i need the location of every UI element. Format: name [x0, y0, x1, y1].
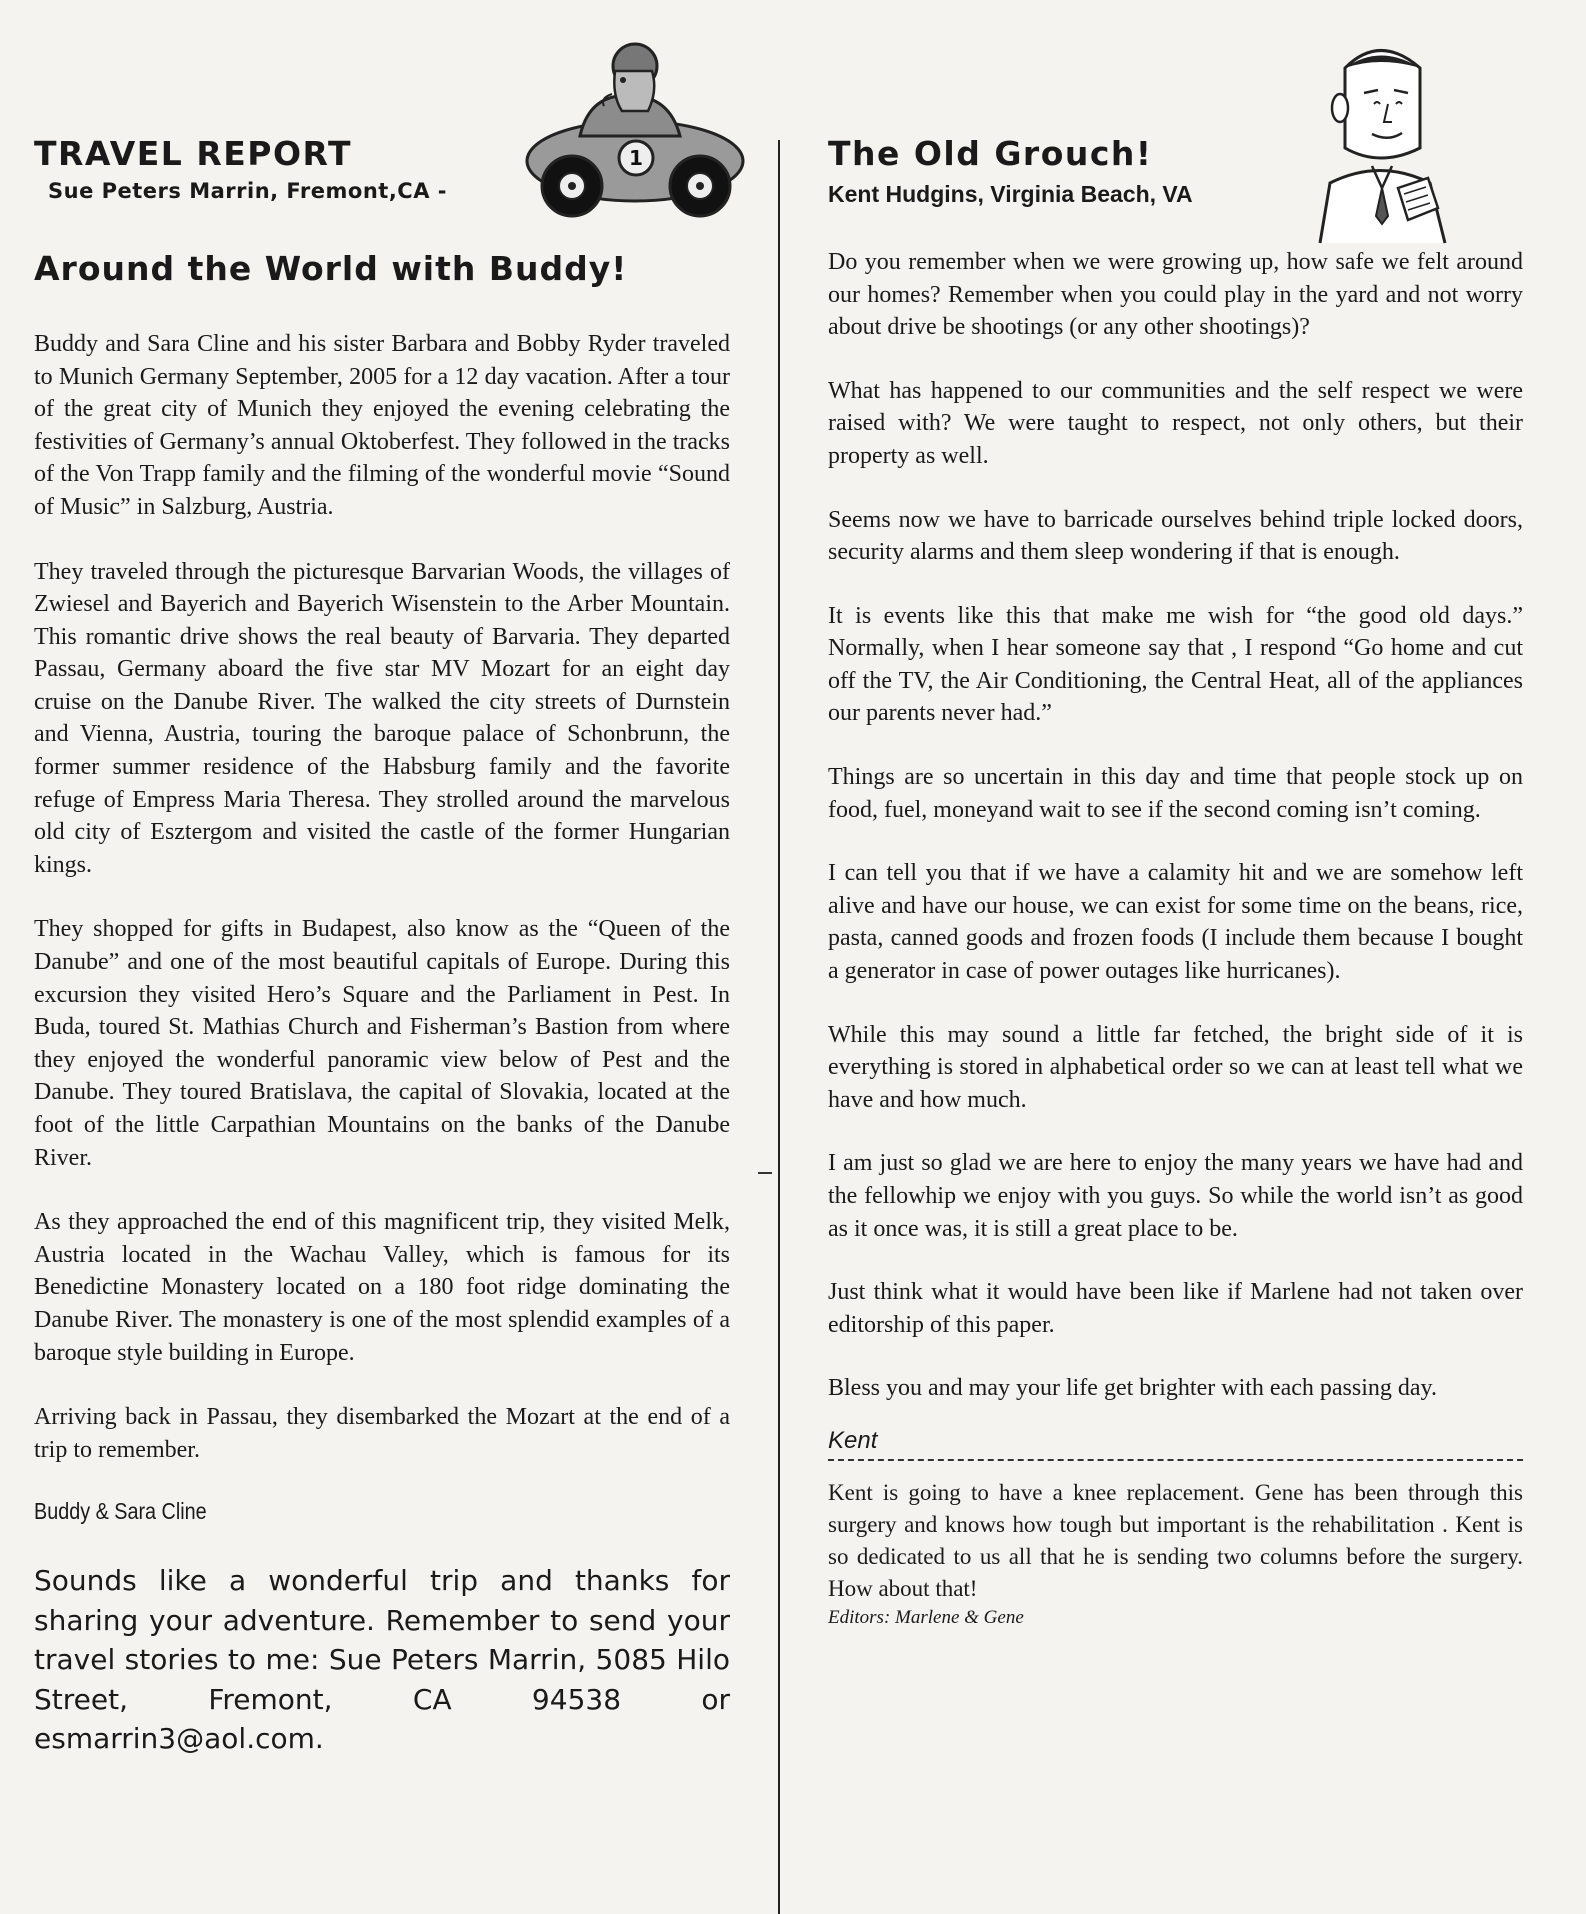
editor-note: Kent is going to have a knee replacement. Gene has been through this surgery and knows how tough but important is the rehabilitation . Kent is so dedicated to us all that he is sending two columns before the surgery. How about that! — [828, 1479, 1523, 1601]
grouch-paragraph: What has happened to our communities and the self respect we were raised with? We were taught to respect, not only others, but their property as well. — [828, 377, 1523, 469]
travel-paragraph: They shopped for gifts in Budapest, also know as the “Queen of the Danube” and one of the most beautiful capitals of Europe. During this excursion they visited Hero’s Square and the Parliament in Pest. In Buda, toured St. Mathias Church and Fisherman’s Bastion from where they enjoyed the wonderful panoramic view below of Pest and the Danube. They toured Bratislava, the capital of Slovakia, located at the foot of the little Carpathian Mountains on the banks of the Danube River. — [34, 916, 730, 1171]
grouch-paragraph: Things are so uncertain in this day and time that people stock up on food, fuel, moneyand wait to see if the second coming isn’t coming. — [828, 764, 1523, 823]
grouch-paragraph: Do you remember when we were growing up, how safe we felt around our homes? Remember when you could play in the yard and not worry about drive be shootings (or any other shootings)? — [828, 248, 1523, 341]
grouch-paragraph: While this may sound a little far fetched, the bright side of it is everything is stored in alphabetical order so we can at least tell what we have and how much. — [828, 1021, 1523, 1113]
travel-byline: Sue Peters Marrin, Fremont,CA - — [48, 178, 447, 203]
grouch-paragraph: I am just so glad we are here to enjoy the many years we have had and the fellowhip we enjoy with you guys. So while the world isn’t as good as it once was, it is still a great place to be. — [828, 1150, 1523, 1242]
old-grouch-column — [828, 135, 1523, 1629]
section-title-old-grouch: The Old Grouch! — [828, 134, 1153, 173]
travel-paragraph: As they approached the end of this magnificent trip, they visited Melk, Austria located in the Wachau Valley, which is famous for its Benedictine Monastery located on a 180 foot ridge dominating the Danube River. The monastery is one of the most splendid examples of a baroque style building in Europe. — [34, 1209, 730, 1366]
section-title-travel-report: TRAVEL REPORT — [34, 134, 352, 173]
grouch-byline: Kent Hudgins, Virginia Beach, VA — [828, 180, 1193, 207]
editors-signature: Editors: Marlene & Gene — [828, 1606, 1024, 1628]
travel-paragraph: Arriving back in Passau, they disembarked the Mozart at the end of a trip to remember. — [34, 1404, 730, 1463]
travel-signature: Buddy & Sara Cline — [34, 1498, 207, 1525]
dashed-separator — [828, 1459, 1523, 1461]
article-headline: Around the World with Buddy! — [34, 248, 628, 288]
grouch-paragraph: Just think what it would have been like if Marlene had not taken over editorship of this paper. — [828, 1279, 1523, 1338]
closing-note: Sounds like a wonderful trip and thanks for sharing your adventure. Remember to send your travel stories to me: Sue Peters Marrin, 5085 Hilo Street, Fremont, CA 94538 or esmarrin3@aol.com. — [34, 1564, 730, 1756]
grouch-paragraph: I can tell you that if we have a calamity hit and we are somehow left alive and have our house, we can exist for some time on the beans, rice, pasta, canned goods and frozen foods (I include them because I bought a generator in case of power outages like hurricanes). — [828, 860, 1523, 985]
grouch-paragraph: Bless you and may your life get brighter with each passing day. — [828, 1375, 1437, 1402]
grouch-paragraph: Seems now we have to barricade ourselves behind triple locked doors, security alarms and them sleep wondering if that is enough. — [828, 506, 1523, 566]
grouch-signature: Kent — [828, 1426, 878, 1454]
margin-tick — [758, 1172, 772, 1174]
travel-paragraph: They traveled through the picturesque Barvarian Woods, the villages of Zwiesel and Bayerich and Bayerich Wisenstein to the Arber Mountain. This romantic drive shows the real beauty of Barvaria. They departed Passau, Germany aboard the five star MV Mozart for an eight day cruise on the Danube River. The walked the city streets of Durnstein and Vienna, Austria, touring the baroque palace of Schonbrunn, the former summer residence of the Habsburg family and the favorite refuge of Empress Maria Theresa. They strolled around the marvelous old city of Esztergom and visited the castle of the former Hungarian kings. — [34, 558, 730, 878]
travel-paragraph: Buddy and Sara Cline and his sister Barbara and Bobby Ryder traveled to Munich Germany September, 2005 for a 12 day vacation. After a tour of the great city of Munich they enjoyed the evening celebrating the festivities of Germany’s annual Oktoberfest. They followed in the tracks of the Von Trapp family and the filming of the wonderful movie “Sound of Music” in Salzburg, Austria. — [34, 330, 730, 520]
grouch-paragraph: It is events like this that make me wish for “the good old days.” Normally, when I hear someone say that , I respond “Go home and cut off the TV, the Air Conditioning, the Central Heat, all of the appliances our parents never had.” — [828, 602, 1523, 727]
travel-report-column — [34, 135, 730, 1759]
column-divider — [778, 140, 780, 1914]
car-number: 1 — [629, 146, 643, 170]
